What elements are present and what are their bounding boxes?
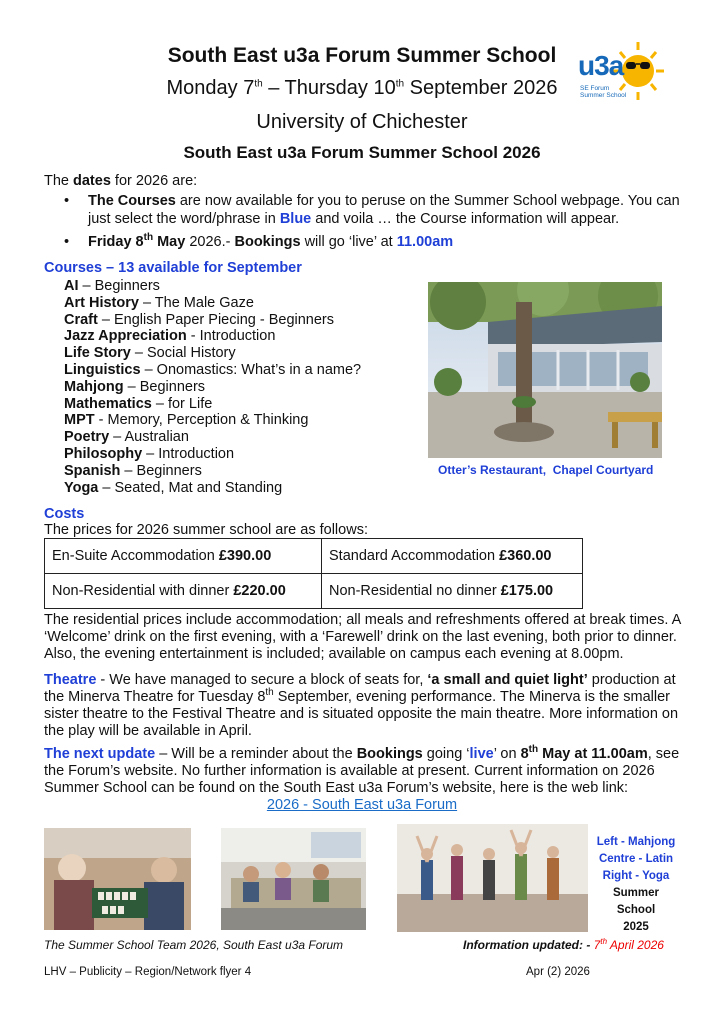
course-name: Jazz Appreciation (64, 328, 187, 345)
course-item[interactable] (64, 396, 212, 413)
course-description: – English Paper Piecing - Beginners (97, 311, 335, 328)
course-name: Mathematics (64, 395, 152, 412)
caption-school: School (616, 904, 656, 916)
caption-summer: Summer (612, 887, 660, 899)
updated-caption: Information updated: - 7th April 2026 (463, 937, 664, 952)
course-item[interactable] (64, 362, 361, 379)
caption-centre: Centre - Latin (598, 853, 674, 865)
table-row (45, 574, 583, 609)
course-description: – Beginners (78, 278, 160, 294)
latin-class-photo (221, 828, 366, 930)
bullet-bookings: • Friday 8th May 2026.- Bookings will go ‘live’ at 11.00am (64, 232, 454, 250)
bullet-courses: • The Courses are now available for you to peruse on the Summer School webpage. You can just select the word/phrase in Blue and voila … the Course information will appear. (64, 193, 680, 227)
logo-subtext-1: SE Forum (580, 85, 610, 92)
course-name: Life Story (64, 345, 131, 362)
course-item[interactable] (64, 463, 202, 480)
course-description: – Beginners (123, 378, 206, 395)
costs-intro: The prices for 2026 summer school are as follows: (44, 522, 368, 538)
page-title: South East u3a Forum Summer School (167, 44, 557, 67)
course-name: Mahjong (64, 378, 124, 395)
course-description: – The Male Gaze (138, 294, 254, 311)
course-name: Yoga (64, 479, 99, 496)
course-description: – Australian (109, 429, 189, 446)
course-item[interactable] (64, 379, 205, 396)
course-description: - Introduction (186, 328, 276, 345)
courses-heading: Courses – 13 available for September (44, 260, 302, 276)
caption-year: 2025 (623, 921, 649, 933)
course-description: - Memory, Perception & Thinking (94, 412, 309, 429)
restaurant-photo (428, 282, 662, 458)
course-description: – Social History (130, 345, 236, 362)
u3a-logo (576, 40, 666, 106)
yoga-photo (397, 824, 588, 932)
logo-subtext-2: Summer School (580, 92, 627, 99)
venue: University of Chichester (256, 111, 468, 133)
photo-caption: Otter’s Restaurant, Chapel Courtyard (438, 463, 654, 477)
course-item[interactable] (64, 295, 254, 312)
logo-text: u3a (578, 50, 624, 81)
caption-right: Right - Yoga (602, 870, 670, 882)
course-item[interactable] (64, 278, 160, 295)
residential-paragraph: The residential prices include accommodation; all meals and refreshments offered at break times. A ‘Welcome’ drink on the first evening, with a ‘Farewell’ drink on the last evening, both prior to dinner. Also, the evening entertainment is included; available on campus each evening at 8.00pm. (44, 612, 681, 662)
team-caption: The Summer School Team 2026, South East u3a Forum (44, 938, 344, 952)
course-description: – Onomastics: What’s in a name? (140, 362, 362, 378)
footer-left: LHV – Publicity – Region/Network flyer 4 (44, 966, 252, 978)
price-cell: Standard Accommodation £360.00 (322, 539, 583, 574)
course-name: Poetry (64, 429, 110, 446)
course-name: Spanish (64, 462, 121, 479)
course-name: MPT (64, 412, 95, 429)
event-dates: Monday 7th – Thursday 10th September 2026 (166, 77, 558, 99)
update-paragraph: The next update – Will be a reminder about the Bookings going ‘live’ on 8th May at 11.00am, see the Forum’s website. No further information is available at present. Current information on 2026 Summer School can be found on the South East u3a Forum’s website, here is the web link: (44, 744, 680, 796)
course-description: – for Life (151, 395, 213, 412)
price-cell: Non-Residential no dinner £175.00 (322, 574, 583, 609)
course-description: – Beginners (120, 462, 202, 479)
theatre-paragraph: Theatre - We have managed to secure a block of seats for, ‘a small and quiet light’ production at the Minerva Theatre for Tuesday 8th September, evening performance. The Minerva is the smaller sister theatre to the Festival Theatre and is situated opposite the main theatre. More information on the play will be available in April. (44, 672, 679, 739)
price-cell: Non-Residential with dinner £220.00 (45, 574, 322, 609)
course-item[interactable] (64, 412, 308, 429)
course-name: Linguistics (64, 362, 141, 378)
page-subtitle: South East u3a Forum Summer School 2026 (183, 143, 541, 162)
forum-link[interactable]: 2026 - South East u3a Forum (266, 797, 458, 813)
course-description: – Seated, Mat and Standing (98, 479, 283, 496)
table-row (45, 539, 583, 574)
footer-right: Apr (2) 2026 (526, 966, 590, 978)
course-item[interactable] (64, 480, 282, 497)
course-description: – Introduction (142, 446, 235, 462)
caption-left: Left - Mahjong (596, 836, 676, 848)
photos-side-caption (594, 834, 678, 936)
course-item[interactable] (64, 446, 234, 463)
costs-table (44, 538, 583, 609)
mahjong-photo (44, 828, 191, 930)
price-cell: En-Suite Accommodation £390.00 (45, 539, 322, 574)
course-name: Craft (64, 311, 98, 328)
course-name: Philosophy (64, 446, 143, 462)
course-item[interactable] (64, 429, 189, 446)
course-item[interactable] (64, 345, 236, 362)
course-name: Art History (64, 294, 139, 311)
costs-heading: Costs (44, 506, 85, 522)
dates-intro: The dates for 2026 are: (44, 173, 198, 189)
course-name: AI (64, 278, 79, 294)
course-item[interactable] (64, 328, 275, 345)
course-item[interactable] (64, 312, 334, 329)
